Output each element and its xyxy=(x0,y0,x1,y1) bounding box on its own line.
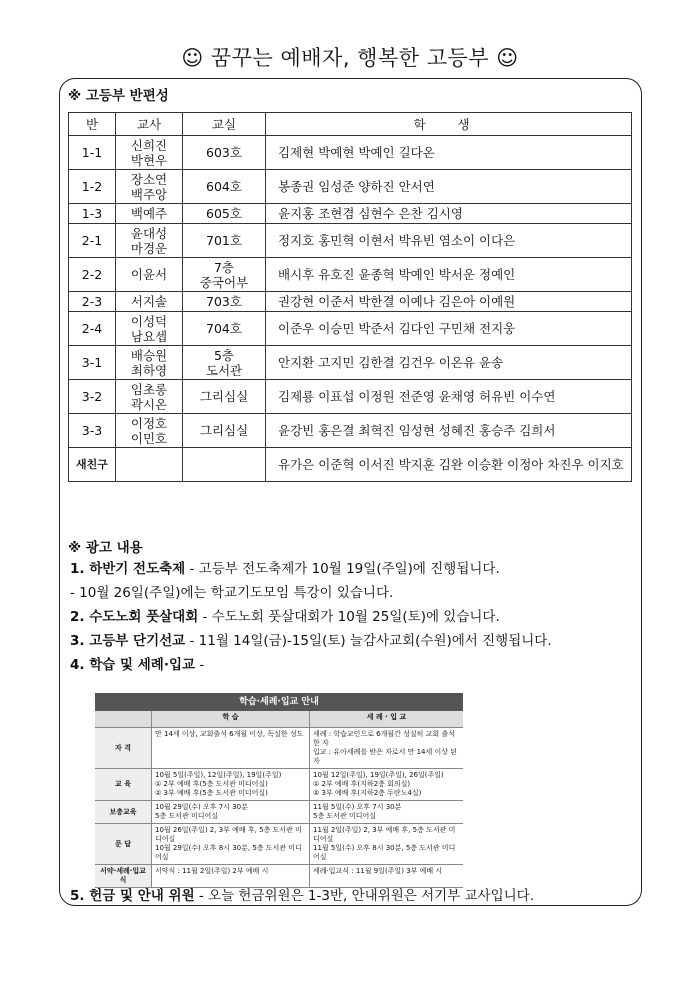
baptism-info-image xyxy=(95,693,463,883)
classroom: 605호 xyxy=(183,204,266,224)
class-number: 1-3 xyxy=(69,204,116,224)
roster-row xyxy=(69,292,632,312)
class-number: 3-1 xyxy=(69,346,116,380)
student-names: 정지호 홍민혁 이현서 박유빈 염소이 이다은 xyxy=(266,224,632,258)
header-teacher: 교사 xyxy=(116,113,183,136)
roster-row xyxy=(69,204,632,224)
class-number: 3-2 xyxy=(69,380,116,414)
student-names: 봉종권 임성준 양하진 안서연 xyxy=(266,170,632,204)
teacher-names: 이성덕 남요셉 xyxy=(116,312,183,346)
info-col-baptism: 세 례 · 입 교 xyxy=(309,711,463,728)
teacher-names: 백예주 xyxy=(116,204,183,224)
header-room: 교실 xyxy=(183,113,266,136)
ad-item: 5. 헌금 및 안내 위원 - 오늘 헌금위원은 1-3반, 안내위원은 서기부 교사입니다. xyxy=(70,888,535,904)
ad-item: 3. 고등부 단기선교 - 11월 14일(금)-15일(토) 늘감사교회(수원)에서 진행됩니다. xyxy=(70,633,552,649)
roster-table xyxy=(68,112,632,482)
info-baptism-cell: 11월 2일(주일) 2, 3부 예배 후, 5층 도서관 미디어실 11월 5일(수) 오후 8시 30분, 5층 도서관 미디어실 xyxy=(309,824,463,865)
roster-row xyxy=(69,380,632,414)
info-baptism-cell: 세례 : 학습교인으로 6개월간 성실히 교회 출석한 자 입교 : 유아세례를 받은 자로서 만 14세 이상 된 자 xyxy=(309,728,463,769)
info-row xyxy=(95,824,463,865)
page-title: ☺ 꿈꾸는 예배자, 행복한 고등부 ☺ xyxy=(181,46,519,70)
header-ban: 반 xyxy=(69,113,116,136)
info-title: 학습·세례·입교 안내 xyxy=(95,693,463,711)
teacher-names: 서지솔 xyxy=(116,292,183,312)
info-study-cell: 10월 29일(수) 오후 7시 30분 5층 도서관 미디어실 xyxy=(152,801,310,824)
ad-item: 1. 하반기 전도축제 - 고등부 전도축제가 10월 19일(주일)에 진행됩니다. xyxy=(70,561,500,577)
roster-row xyxy=(69,136,632,170)
roster-heading: ※ 고등부 반편성 xyxy=(68,88,169,104)
classroom: 703호 xyxy=(183,292,266,312)
teacher-names: 윤대성 마경운 xyxy=(116,224,183,258)
info-row xyxy=(95,769,463,801)
class-number: 3-3 xyxy=(69,414,116,448)
info-row-label: 자 격 xyxy=(95,728,152,769)
teacher-names: 장소연 백주앙 xyxy=(116,170,183,204)
teacher-names: 배승원 최하영 xyxy=(116,346,183,380)
info-row-label: 서약·세례·입교식 xyxy=(95,865,152,888)
classroom: 604호 xyxy=(183,170,266,204)
roster-row xyxy=(69,170,632,204)
info-baptism-cell: 10월 12일(주일), 19일(주일), 26일(주일) ① 2부 예배 후(지하2층 회의실) ② 3부 예배 후(지하2층 두란노4실) xyxy=(309,769,463,801)
class-number: 2-1 xyxy=(69,224,116,258)
header-students: 학 생 xyxy=(266,113,632,136)
student-names: 유가은 이준혁 이서진 박지훈 김완 이승환 이정아 차진우 이지호 xyxy=(266,448,632,482)
roster-row xyxy=(69,346,632,380)
class-number: 2-4 xyxy=(69,312,116,346)
classroom: 그리심실 xyxy=(183,414,266,448)
class-number: 1-1 xyxy=(69,136,116,170)
classroom: 603호 xyxy=(183,136,266,170)
class-number: 2-2 xyxy=(69,258,116,292)
info-study-cell: 10월 5일(주일), 12일(주일), 19일(주일) ① 2부 예배 후(5층 도서관 미디어실) ② 3부 예배 후(5층 도서관 미디어실) xyxy=(152,769,310,801)
info-row-label: 교 육 xyxy=(95,769,152,801)
roster-row xyxy=(69,258,632,292)
student-names: 이준우 이승민 박준서 김다인 구민채 전지웅 xyxy=(266,312,632,346)
info-row-label: 문 답 xyxy=(95,824,152,865)
teacher-names xyxy=(116,448,183,482)
info-row xyxy=(95,801,463,824)
student-names: 윤지홍 조현겸 심현수 은찬 김시영 xyxy=(266,204,632,224)
info-study-cell: 서약식 : 11월 2일(주일) 2부 예배 시 xyxy=(152,865,310,888)
student-names: 김제현 박예현 박예인 길다온 xyxy=(266,136,632,170)
teacher-names: 이정호 이민호 xyxy=(116,414,183,448)
roster-row xyxy=(69,312,632,346)
student-names: 안지환 고지민 김한결 김건우 이온유 윤송 xyxy=(266,346,632,380)
info-study-cell: 만 14세 이상, 교회출석 6개월 이상, 독실한 성도 xyxy=(152,728,310,769)
student-names: 윤강빈 홍은결 최혁진 임성현 성혜진 홍승주 김희서 xyxy=(266,414,632,448)
teacher-names: 임초롱 곽시온 xyxy=(116,380,183,414)
student-names: 김제룡 이표섭 이정원 전준영 윤채영 허유빈 이수연 xyxy=(266,380,632,414)
classroom: 5층 도서관 xyxy=(183,346,266,380)
teacher-names: 이윤서 xyxy=(116,258,183,292)
classroom: 704호 xyxy=(183,312,266,346)
student-names: 권강현 이준서 박한결 이예나 김은아 이예원 xyxy=(266,292,632,312)
info-study-cell: 10월 26일(주일) 2, 3부 예배 후, 5층 도서관 미디어실 10월 29일(수) 오후 8시 30분, 5층 도서관 미디어실 xyxy=(152,824,310,865)
classroom: 701호 xyxy=(183,224,266,258)
info-baptism-cell: 세례·입교식 : 11월 9일(주일) 3부 예배 시 xyxy=(309,865,463,888)
ad-item: - 10월 26일(주일)에는 학교기도모임 특강이 있습니다. xyxy=(70,585,394,601)
roster-row xyxy=(69,224,632,258)
roster-row xyxy=(69,414,632,448)
info-row-label: 보충교육 xyxy=(95,801,152,824)
classroom: 7층 중국어부 xyxy=(183,258,266,292)
info-col-study: 학 습 xyxy=(152,711,310,728)
info-row xyxy=(95,728,463,769)
info-table xyxy=(95,711,463,888)
info-baptism-cell: 11월 5일(수) 오후 7시 30분 5층 도서관 미디어실 xyxy=(309,801,463,824)
class-number: 새친구 xyxy=(69,448,116,482)
classroom: 그리심실 xyxy=(183,380,266,414)
teacher-names: 신희진 박현우 xyxy=(116,136,183,170)
ad-item: 2. 수도노회 풋살대회 - 수도노회 풋살대회가 10월 25일(토)에 있습니다. xyxy=(70,609,500,625)
class-number: 1-2 xyxy=(69,170,116,204)
ad-item: 4. 학습 및 세례·입교 - xyxy=(70,657,205,673)
roster-row xyxy=(69,448,632,482)
student-names: 배시후 유호진 윤종혁 박예인 박서운 정예인 xyxy=(266,258,632,292)
class-number: 2-3 xyxy=(69,292,116,312)
ads-heading: ※ 광고 내용 xyxy=(68,540,143,556)
classroom xyxy=(183,448,266,482)
